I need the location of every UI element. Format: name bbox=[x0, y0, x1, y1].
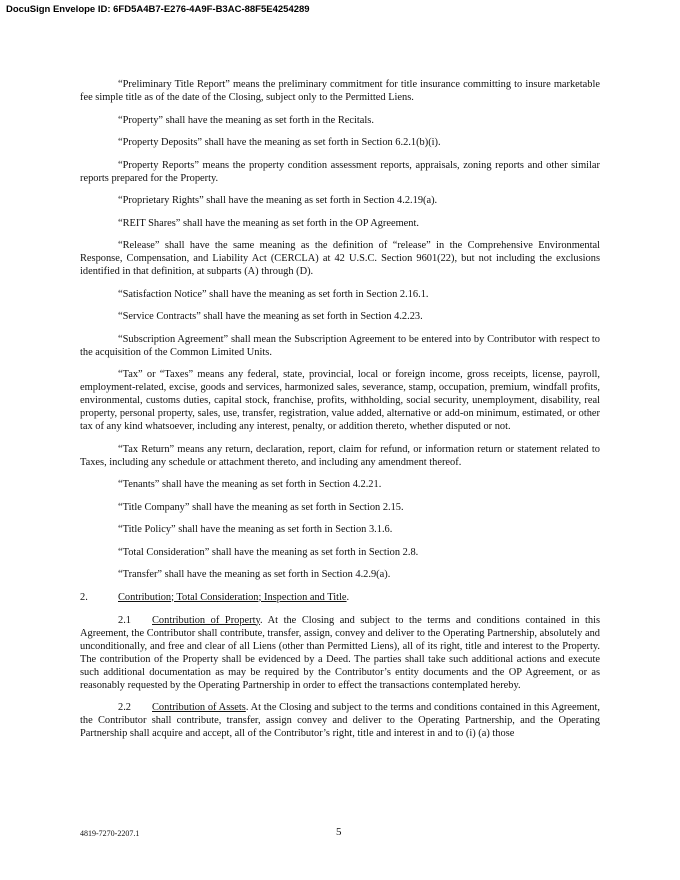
definition-reit-shares: “REIT Shares” shall have the meaning as set forth in the OP Agreement. bbox=[118, 217, 419, 229]
document-body bbox=[80, 78, 600, 750]
definition-satisfaction-notice: “Satisfaction Notice” shall have the meaning as set forth in Section 2.16.1. bbox=[118, 288, 429, 300]
definition-title-company: “Title Company” shall have the meaning as set forth in Section 2.15. bbox=[118, 501, 404, 513]
section-number: 2. bbox=[80, 591, 88, 603]
envelope-id: DocuSign Envelope ID: 6FD5A4B7-E276-4A9F-B3AC-88F5E4254289 bbox=[6, 4, 310, 15]
footer-document-id: 4819-7270-2207.1 bbox=[80, 829, 140, 838]
subsection-title: Contribution of Assets bbox=[152, 702, 246, 713]
definition-proprietary-rights: “Proprietary Rights” shall have the meaning as set forth in Section 4.2.19(a). bbox=[118, 195, 438, 206]
subsection-2-2 bbox=[80, 701, 600, 740]
definition-total-consideration: “Total Consideration” shall have the meaning as set forth in Section 2.8. bbox=[118, 546, 419, 558]
definition-tenants: “Tenants” shall have the meaning as set forth in Section 4.2.21. bbox=[118, 479, 382, 490]
definition-release: “Release” shall have the same meaning as the definition of “release” in the Comprehensive Environmental Response, Compensation, and Liability Act (CERCLA) at 42 U.S.C. Section 9601(22), but not including the exclusions identified in that definition, at subparts (A) through (D). bbox=[80, 240, 600, 277]
definition-subscription-agreement: “Subscription Agreement” shall mean the Subscription Agreement to be entered into by Contributor with respect to the acquisition of the Common Limited Units. bbox=[80, 333, 600, 358]
section-heading bbox=[80, 591, 600, 604]
subsection-text: . At the Closing and subject to the terms and conditions contained in this Agreement, the Contributor shall contribute, transfer, assign convey and deliver to the Operating Partnership, and the Operating Partnership shall acquire and accept, all of the Contributor’s right, title and interest in and to (i) (a) those bbox=[80, 702, 600, 739]
definition-service-contracts: “Service Contracts” shall have the meaning as set forth in Section 4.2.23. bbox=[118, 311, 423, 322]
subsection-2-1 bbox=[80, 614, 600, 692]
section-title: Contribution; Total Consideration; Inspection and Title bbox=[118, 591, 347, 603]
section-title-end: . bbox=[346, 591, 350, 603]
subsection-number: 2.2 bbox=[118, 702, 131, 713]
definition-transfer: “Transfer” shall have the meaning as set forth in Section 4.2.9(a). bbox=[118, 569, 391, 580]
subsection-title: Contribution of Property bbox=[152, 614, 261, 626]
definition-tax-return: “Tax Return” means any return, declaration, report, claim for refund, or information return or statement related to Taxes, including any schedule or attachment thereto, and including any amendment thereof. bbox=[80, 443, 600, 468]
subsection-number: 2.1 bbox=[118, 614, 131, 626]
definition-tax: “Tax” or “Taxes” means any federal, state, provincial, local or foreign income, gross receipts, license, payroll, employment-related, excise, goods and services, harmonized sales, severance, stamp, occupation, premium, windfall profits, environmental, customs duties, capital stock, franchise, profits, withholding, social security, unemployment, disability, real property, personal property, sales, use, transfer, registration, value added, alternative or add-on minimum, estimated, or other tax of any kind whatsoever, including any interest, penalty, or addition thereto, whether disputed or not. bbox=[80, 369, 600, 432]
definition-property-deposits: “Property Deposits” shall have the meaning as set forth in Section 6.2.1(b)(i). bbox=[118, 137, 441, 148]
subsection-text: . At the Closing and subject to the terms and conditions contained in this Agreement, the Contributor shall contribute, transfer, assign, convey and deliver to the Operating Partnership, absolutely and unconditionally, and free and clear of all Liens (other than Permitted Liens), all of its right, title and interest to the Property. The contribution of the Property shall be evidenced by a Deed. The parties shall take such additional actions and execute such additional documentation as may be required by the Contributor’s entity documents and the OP Agreement, or as reasonably requested by the Operating Partnership in order to effect the transactions contemplated hereby. bbox=[80, 614, 600, 691]
page-number: 5 bbox=[336, 826, 342, 838]
definition-property-reports: “Property Reports” means the property condition assessment reports, appraisals, zoning reports and other similar reports prepared for the Property. bbox=[80, 159, 600, 184]
definition-title-policy: “Title Policy” shall have the meaning as set forth in Section 3.1.6. bbox=[118, 524, 393, 535]
definition-property: “Property” shall have the meaning as set forth in the Recitals. bbox=[118, 114, 374, 126]
definition-preliminary-title-report: “Preliminary Title Report” means the preliminary commitment for title insurance committing to insure marketable fee simple title as of the date of the Closing, subject only to the Permitted Liens. bbox=[80, 79, 600, 103]
